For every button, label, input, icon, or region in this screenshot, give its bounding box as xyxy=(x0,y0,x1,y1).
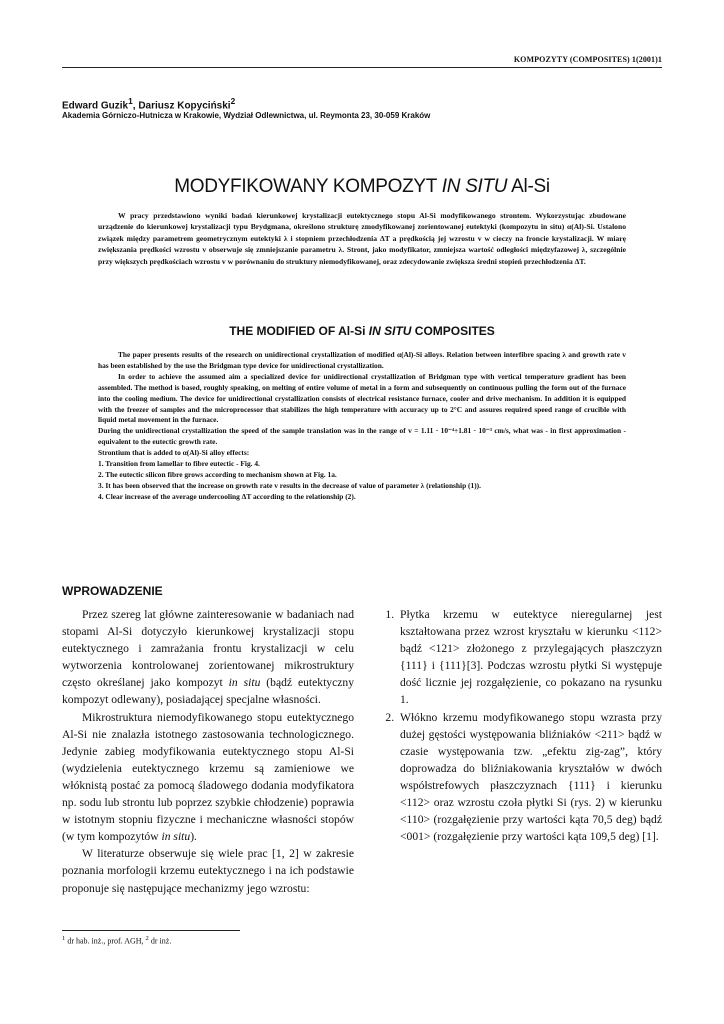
header-rule xyxy=(62,67,662,68)
footnote-rule xyxy=(62,930,240,931)
right-column xyxy=(370,606,662,845)
left-column xyxy=(62,606,354,897)
english-title-main: THE MODIFIED OF Al-Si xyxy=(229,324,369,338)
intro-p2-text-b: ). xyxy=(190,830,197,844)
abstract-polish xyxy=(98,210,626,267)
authors xyxy=(62,96,235,111)
running-head: KOMPOZYTY (COMPOSITES) 1(2001)1 xyxy=(513,55,662,64)
english-title-tail: COMPOSITES xyxy=(411,324,495,338)
intro-p2-italic: in situ xyxy=(161,830,191,844)
summary-item-4: 4. Clear increase of the average undercooling ΔT according to the relationship (2). xyxy=(98,491,356,501)
title-main: MODYFIKOWANY KOMPOZYT xyxy=(174,176,442,197)
abstract-paragraph: W pracy przedstawiono wyniki badań kierunkowej krystalizacji eutektycznego stopu Al-Si modyfikowanego strontem. Wykorzystując zbudowane urządzenie do kierunkowej krystalizacji typu Brydgmana, określono strukturę zmodyfikowanej zorientowanej eutektyki (kompozytu in situ) α(Al)-Si. Ustalono związek między parametrem geometrycznym eutektyki λ i stopniem przechłodzenia ΔT a prędkością jej wzrostu v w cieczy na froncie krystalizacji. W miarę zwiększania prędkości wzrostu v obserwuje się zmniejszanie parametru λ. Stront, jako modyfikator, zmniejsza wartość odległości międzyfazowej λ, szczególnie przy większych prędkościach wzrostu v w porównaniu do struktury niemodyfikowanej, oraz zdecydowanie zwiększa średni stopień przechłodzenia ΔT. xyxy=(98,211,626,266)
author-1-mark: 1 xyxy=(128,96,133,106)
intro-paragraph-1 xyxy=(62,606,354,709)
footnote-text-2: dr inż. xyxy=(148,936,172,946)
summary-paragraph-1: The paper presents results of the research on unidirectional crystallization of modified α(Al)-Si alloys. Relation between interfibre spacing λ and growth rate v has been established by the use the Bridgman type device for unidirectional crystallization. xyxy=(98,350,626,370)
summary-paragraph-2: In order to achieve the assumed aim a specialized device for unidirectional crystallization of Bridgman type with vertical temperature gradient has been assembled. The method is based, roughly speaking, on melting of entire volume of metal in a form and subsequently on continuous pulling the form out of the furnace into the cooling medium. The device for unidirectional crystallization consists of electrical resistance furnace, cooler and drive mechanism. In addition it is equipped with the freezer of samples and the microprocessor that stabilizes the high temperature with accuracy up to 2°C and assures required speed range of crucible with liquid metal movement in the furnace. xyxy=(98,371,626,425)
summary-paragraph-3: During the unidirectional crystallization the speed of the sample translation was in the range of v = 1.11 · 10⁻⁴÷1.81 · 10⁻³ cm/s, what was - in first approximation - equivalent to the eutectic growth rate. xyxy=(98,426,626,447)
footnote-text-1: dr hab. inż., prof. AGH, xyxy=(65,936,146,946)
affiliation: Akademia Górniczo-Hutnicza w Krakowie, Wydział Odlewnictwa, ul. Reymonta 23, 30-059 Kraków xyxy=(62,111,431,120)
paper-title xyxy=(62,176,662,198)
english-title-italic: IN SITU xyxy=(368,324,412,338)
footnote-mark-2: 2 xyxy=(145,935,149,942)
intro-paragraph-2 xyxy=(62,709,354,846)
mechanism-item-1: 1. Płytka krzemu w eutektyce nieregularnej jest kształtowana przez wzrost kryształu w kierunku <112> bądź <121> złożonego z przylegających płaszczyzn {111} i {111}[3]. Podczas wzrostu płytki Si występuje dość licznie jej rozgałęzienie, co pokazano na rysunku 1. xyxy=(397,606,662,709)
author-2-mark: 2 xyxy=(230,96,236,106)
title-tail: Al-Si xyxy=(507,176,550,197)
mechanism-item-2: 2. Włókno krzemu modyfikowanego stopu wzrasta przy dużej gęstości występowania bliźniaków <211> bądź w czasie występowania tzw. „efektu zig-zag”, który doprowadza do bliźniakowania kryształów w dwóch współstrefowych płaszczyznach {111} i kierunku <112> oraz wzrostu czoła płytki Si (rys. 2) w kierunku <110> (rozgałęzienie przy wartości kąta 70,5 deg) bądź <001> (rozgałęzienie przy wartości kąta 109,5 deg) [1]. xyxy=(397,709,662,846)
english-summary xyxy=(98,350,626,503)
intro-p1-text-a: Przez szereg lat główne zainteresowanie w badaniach nad stopami Al-Si dotyczyło kierunkowej krystalizacji stopu eutektycznego i zamrażania frontu krystalizacji w celu wytworzenia kontrolowanej zorientowanej mikrostruktury często określanej jako kompozyt xyxy=(62,608,354,690)
title-italic: IN SITU xyxy=(441,176,508,197)
author-1: Edward Guzik xyxy=(62,100,129,112)
intro-p1-italic: in situ xyxy=(228,676,261,690)
summary-paragraph-4: Strontium that is added to α(Al)-Si alloy effects: xyxy=(98,448,250,458)
intro-paragraph-3: W literaturze obserwuje się wiele prac [1, 2] w zakresie poznania morfologii krzemu eutektycznego i na ich podstawie proponuje się następujące mechanizmy jego wzrostu: xyxy=(62,847,354,895)
intro-p2-text-a: Mikrostruktura niemodyfikowanego stopu eutektycznego Al-Si nie znalazła istotnego zastosowania technologicznego. Jedynie zabieg modyfikowania eutektycznego stopu Al-Si (wydzielenia eutektycznego krzemu są zamieniowe we włóknistą postać za pomocą śladowego dodania modyfikatora np. sodu lub strontu lub poprzez szybkie chłodzenie) poprawia w istotnym stopniu fizyczne i mechaniczne własności stopów (w tym kompozytów xyxy=(62,710,354,844)
summary-item-1: 1. Transition from lamellar to fibre eutectic - Fig. 4. xyxy=(98,459,260,469)
footnote xyxy=(62,935,171,946)
intro-p1-text-b: (bądź eutektyczny kompozyt odlewany), posiadającej specjalne własności. xyxy=(62,676,354,707)
author-2: , Dariusz Kopyciński xyxy=(132,100,231,112)
summary-item-2: 2. The eutectic silicon fibre grows according to mechanism shown at Fig. 1a. xyxy=(98,469,337,479)
mechanism-list xyxy=(370,606,662,845)
section-heading: WPROWADZENIE xyxy=(62,584,163,598)
summary-item-3: 3. It has been observed that the increase on growth rate v results in the decrease of value of parameter λ (relationship (1)). xyxy=(98,480,481,490)
english-title xyxy=(62,324,662,338)
footnote-mark-1: 1 xyxy=(62,935,66,942)
